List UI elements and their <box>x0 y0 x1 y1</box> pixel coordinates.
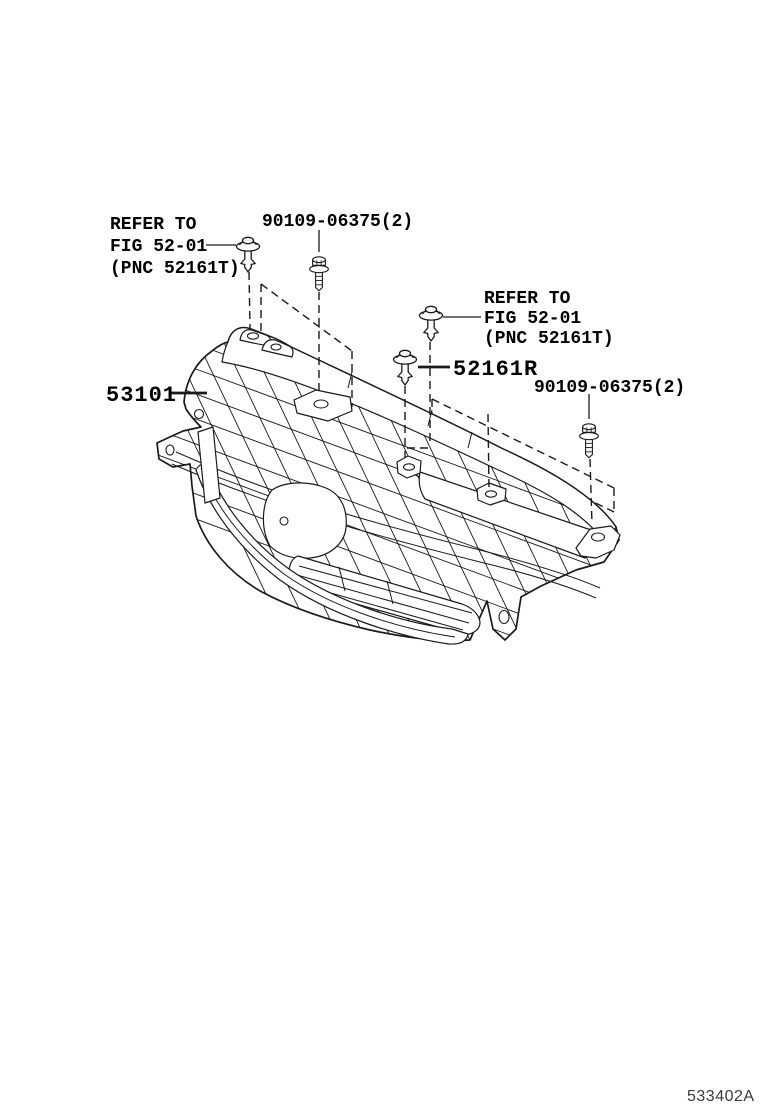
figure-code: 533402A <box>687 1088 755 1105</box>
right-foot-hole <box>499 611 509 624</box>
refer-note-left-line1: REFER TO <box>110 215 197 235</box>
left-wing-hole <box>166 445 174 455</box>
refer-note-left-line2: FIG 52-01 <box>110 237 208 257</box>
refer-note-right-line3: (PNC 52161T) <box>484 329 614 349</box>
part-number-grille: 53101 <box>106 383 178 408</box>
emblem-opening <box>263 483 346 558</box>
flange-bolt-icon <box>310 257 329 291</box>
part-number-bolt-right: 90109-06375(2) <box>534 378 686 398</box>
part-number-bolt-top: 90109-06375(2) <box>262 212 414 232</box>
refer-note-right-line1: REFER TO <box>484 289 571 309</box>
refer-note-right-line2: FIG 52-01 <box>484 309 582 329</box>
left-nose-hole <box>195 410 204 419</box>
refer-note-left-line3: (PNC 52161T) <box>110 259 240 279</box>
push-pin-clip-icon <box>420 306 443 341</box>
part-number-clip: 52161R <box>453 357 539 382</box>
flange-bolt-icon <box>580 424 599 458</box>
push-pin-clip-icon <box>237 237 260 272</box>
push-pin-clip-icon <box>394 350 417 385</box>
